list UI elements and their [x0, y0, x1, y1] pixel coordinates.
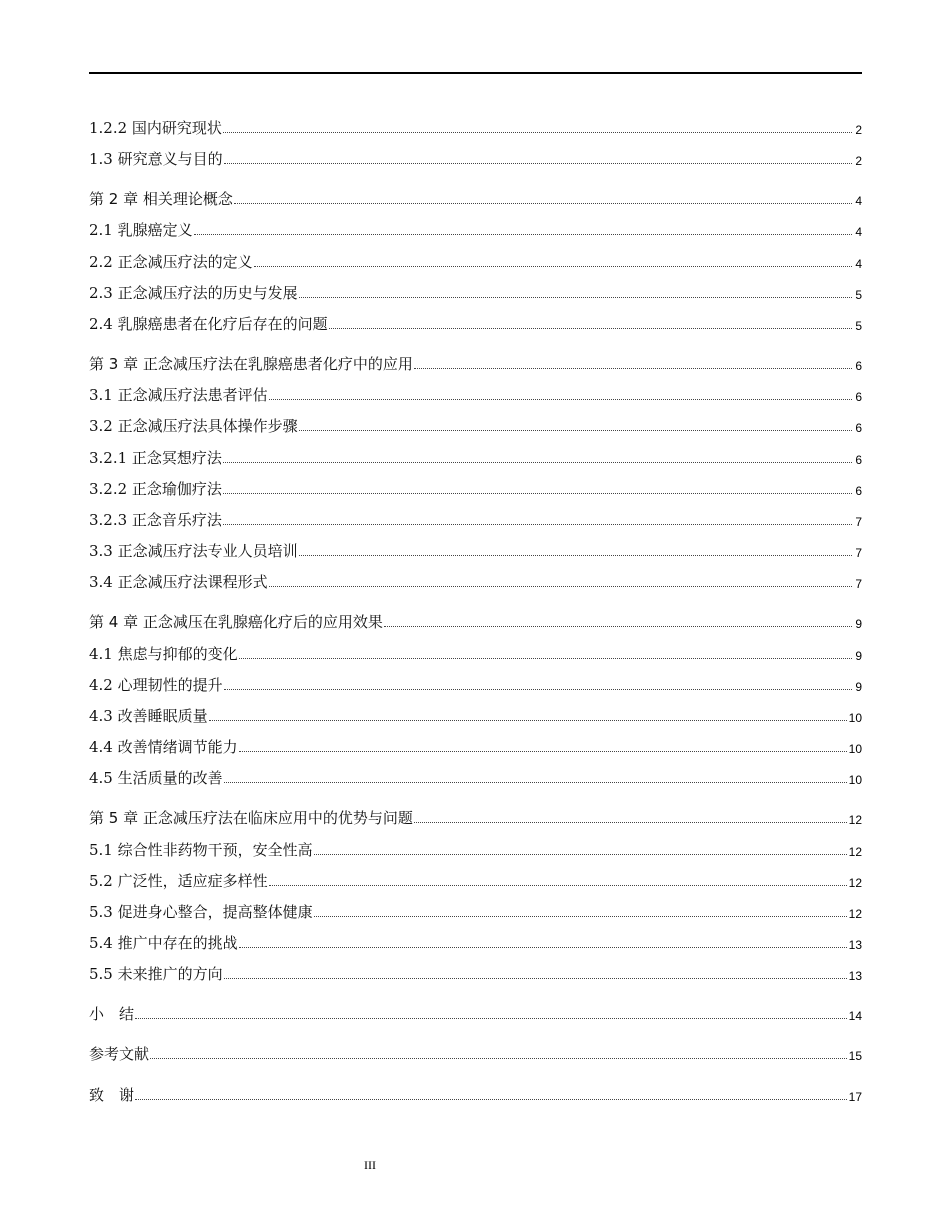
toc-dot-leader	[329, 328, 852, 329]
toc-dot-leader	[239, 658, 852, 659]
toc-dot-leader	[239, 947, 847, 948]
toc-dot-leader	[224, 689, 852, 690]
toc-entry[interactable]	[89, 870, 862, 892]
toc-entry-page: 10	[848, 742, 862, 756]
toc-entry-title: 参考文献	[89, 1045, 150, 1063]
toc-entry-title: 1.2.2 国内研究现状	[89, 119, 222, 137]
toc-entry[interactable]	[89, 148, 862, 170]
toc-entry-page: 6	[855, 359, 862, 373]
toc-entry-page: 12	[848, 845, 862, 859]
toc-dot-leader	[414, 822, 847, 823]
toc-entry-page: 6	[855, 484, 862, 498]
toc-chapter-entry[interactable]	[89, 353, 862, 375]
toc-entry[interactable]	[89, 571, 862, 593]
toc-entry[interactable]	[89, 313, 862, 335]
toc-entry-title: 3.4 正念减压疗法课程形式	[89, 573, 268, 591]
toc-entry-page: 7	[855, 546, 862, 560]
toc-entry[interactable]	[89, 219, 862, 241]
toc-entry[interactable]	[89, 643, 862, 665]
toc-entry-title: 2.2 正念减压疗法的定义	[89, 253, 253, 271]
toc-entry-title: 第 4 章 正念减压在乳腺癌化疗后的应用效果	[89, 613, 383, 631]
toc-entry[interactable]	[89, 384, 862, 406]
toc-entry-title: 4.3 改善睡眠质量	[89, 707, 208, 725]
toc-entry-title: 3.3 正念减压疗法专业人员培训	[89, 542, 298, 560]
toc-entry-page: 10	[848, 711, 862, 725]
page-number: III	[364, 1158, 376, 1172]
toc-entry-page: 9	[855, 680, 862, 694]
toc-entry[interactable]	[89, 705, 862, 727]
toc-entry[interactable]	[89, 963, 862, 985]
toc-entry[interactable]	[89, 540, 862, 562]
toc-entry-title: 1.3 研究意义与目的	[89, 150, 223, 168]
toc-entry-title: 4.4 改善情绪调节能力	[89, 738, 238, 756]
toc-chapter-entry[interactable]	[89, 807, 862, 829]
toc-dot-leader	[299, 555, 852, 556]
toc-entry-title: 5.4 推广中存在的挑战	[89, 934, 238, 952]
toc-dot-leader	[314, 854, 847, 855]
toc-entry-page: 6	[855, 390, 862, 404]
toc-dot-leader	[224, 163, 852, 164]
toc-entry[interactable]	[89, 282, 862, 304]
toc-entry-page: 13	[848, 969, 862, 983]
toc-entry-title: 3.2 正念减压疗法具体操作步骤	[89, 417, 298, 435]
toc-dot-leader	[209, 720, 847, 721]
toc-entry-page: 10	[848, 773, 862, 787]
table-of-contents	[89, 0, 862, 1230]
toc-entry[interactable]	[89, 839, 862, 861]
toc-dot-leader	[269, 586, 852, 587]
toc-dot-leader	[384, 626, 852, 627]
toc-entry-page: 6	[855, 453, 862, 467]
toc-entry-title: 4.1 焦虑与抑郁的变化	[89, 645, 238, 663]
toc-dot-leader	[234, 203, 852, 204]
toc-dot-leader	[223, 132, 852, 133]
toc-dot-leader	[239, 751, 847, 752]
toc-dot-leader	[224, 978, 847, 979]
toc-dot-leader	[299, 430, 852, 431]
toc-entry[interactable]	[89, 767, 862, 789]
toc-dot-leader	[299, 297, 852, 298]
toc-dot-leader	[269, 399, 852, 400]
toc-entry-title: 5.3 促进身心整合，提高整体健康	[89, 903, 313, 921]
toc-entry-page: 5	[855, 288, 862, 302]
toc-dot-leader	[223, 524, 852, 525]
toc-dot-leader	[135, 1018, 847, 1019]
toc-dot-leader	[223, 462, 852, 463]
toc-entry-title: 第 3 章 正念减压疗法在乳腺癌患者化疗中的应用	[89, 355, 413, 373]
toc-entry-page: 6	[855, 421, 862, 435]
toc-entry-page: 9	[855, 617, 862, 631]
toc-entry[interactable]	[89, 447, 862, 469]
toc-entry-title: 2.3 正念减压疗法的历史与发展	[89, 284, 298, 302]
toc-backmatter-entry[interactable]	[89, 1043, 862, 1065]
toc-dot-leader	[194, 234, 852, 235]
toc-entry[interactable]	[89, 251, 862, 273]
toc-entry-page: 4	[855, 225, 862, 239]
toc-backmatter-entry[interactable]	[89, 1084, 862, 1106]
toc-entry-page: 14	[848, 1009, 862, 1023]
toc-entry[interactable]	[89, 674, 862, 696]
toc-entry[interactable]	[89, 736, 862, 758]
toc-entry-title: 3.1 正念减压疗法患者评估	[89, 386, 268, 404]
toc-dot-leader	[224, 782, 847, 783]
toc-dot-leader	[254, 266, 852, 267]
toc-entry-title: 第 5 章 正念减压疗法在临床应用中的优势与问题	[89, 809, 413, 827]
toc-entry-title: 5.5 未来推广的方向	[89, 965, 223, 983]
toc-entry-page: 9	[855, 649, 862, 663]
toc-entry-title: 4.5 生活质量的改善	[89, 769, 223, 787]
toc-entry-page: 12	[848, 813, 862, 827]
toc-entry-page: 17	[848, 1090, 862, 1104]
toc-dot-leader	[150, 1058, 847, 1059]
toc-chapter-entry[interactable]	[89, 611, 862, 633]
toc-entry[interactable]	[89, 901, 862, 923]
toc-entry-page: 7	[855, 577, 862, 591]
toc-entry-page: 5	[855, 319, 862, 333]
toc-entry-title: 5.2 广泛性，适应症多样性	[89, 872, 268, 890]
toc-entry-title: 致 谢	[89, 1086, 135, 1104]
toc-entry-page: 4	[855, 194, 862, 208]
toc-entry-title: 3.2.1 正念冥想疗法	[89, 449, 222, 467]
toc-entry-title: 3.2.3 正念音乐疗法	[89, 511, 222, 529]
toc-entry-title: 第 2 章 相关理论概念	[89, 190, 233, 208]
toc-dot-leader	[269, 885, 847, 886]
toc-entry-page: 2	[855, 123, 862, 137]
toc-dot-leader	[314, 916, 847, 917]
toc-entry[interactable]	[89, 932, 862, 954]
toc-backmatter-entry[interactable]	[89, 1003, 862, 1025]
toc-entry-page: 2	[855, 154, 862, 168]
toc-entry-page: 12	[848, 907, 862, 921]
toc-entry-title: 小 结	[89, 1005, 135, 1023]
toc-chapter-entry[interactable]	[89, 188, 862, 210]
toc-entry-title: 2.1 乳腺癌定义	[89, 221, 193, 239]
toc-entry[interactable]	[89, 415, 862, 437]
toc-dot-leader	[223, 493, 852, 494]
toc-entry-page: 15	[848, 1049, 862, 1063]
toc-dot-leader	[414, 368, 852, 369]
toc-entry-title: 2.4 乳腺癌患者在化疗后存在的问题	[89, 315, 328, 333]
toc-entry-title: 5.1 综合性非药物干预，安全性高	[89, 841, 313, 859]
toc-entry[interactable]	[89, 509, 862, 531]
toc-entry-page: 12	[848, 876, 862, 890]
toc-entry-title: 3.2.2 正念瑜伽疗法	[89, 480, 222, 498]
toc-entry[interactable]	[89, 478, 862, 500]
toc-entry-page: 13	[848, 938, 862, 952]
toc-entry-page: 4	[855, 257, 862, 271]
toc-entry-title: 4.2 心理韧性的提升	[89, 676, 223, 694]
toc-dot-leader	[135, 1099, 847, 1100]
toc-entry-page: 7	[855, 515, 862, 529]
toc-entry[interactable]	[89, 117, 862, 139]
